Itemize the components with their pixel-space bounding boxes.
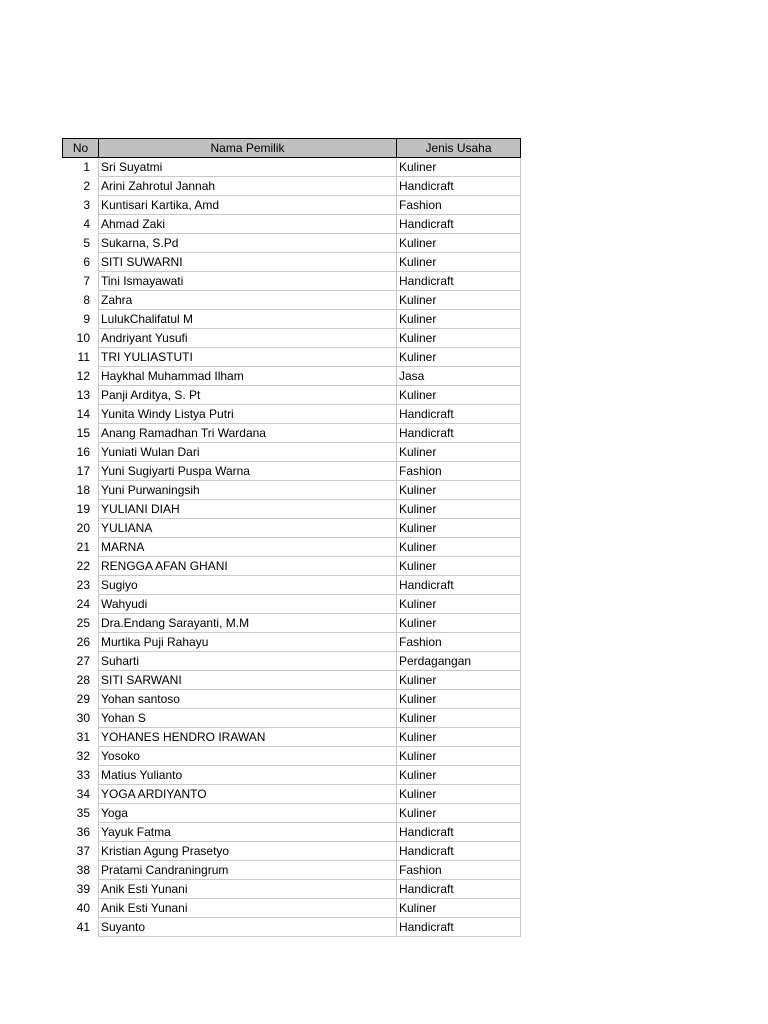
cell-nama-pemilik[interactable]: Yosoko [99,747,397,766]
cell-jenis-usaha[interactable]: Kuliner [397,785,521,804]
cell-no[interactable]: 34 [63,785,99,804]
cell-no[interactable]: 33 [63,766,99,785]
header-nama-pemilik: Nama Pemilik [99,139,397,158]
table-row [63,614,521,633]
cell-nama-pemilik[interactable]: Yuniati Wulan Dari [99,443,397,462]
cell-no[interactable]: 23 [63,576,99,595]
table-body [63,158,521,937]
cell-nama-pemilik[interactable]: Suharti [99,652,397,671]
cell-jenis-usaha[interactable]: Fashion [397,633,521,652]
cell-jenis-usaha[interactable]: Handicraft [397,177,521,196]
table-row [63,386,521,405]
cell-jenis-usaha[interactable]: Kuliner [397,766,521,785]
cell-jenis-usaha[interactable]: Perdagangan [397,652,521,671]
cell-nama-pemilik[interactable]: Wahyudi [99,595,397,614]
table-row [63,766,521,785]
cell-nama-pemilik[interactable]: MARNA [99,538,397,557]
cell-jenis-usaha[interactable]: Handicraft [397,842,521,861]
cell-no[interactable]: 26 [63,633,99,652]
cell-nama-pemilik[interactable]: Arini Zahrotul Jannah [99,177,397,196]
table-row [63,823,521,842]
cell-nama-pemilik[interactable]: Sugiyo [99,576,397,595]
table-row [63,690,521,709]
cell-nama-pemilik[interactable]: Kuntisari Kartika, Amd [99,196,397,215]
cell-no[interactable]: 17 [63,462,99,481]
cell-jenis-usaha[interactable]: Kuliner [397,804,521,823]
cell-no[interactable]: 24 [63,595,99,614]
table-row [63,462,521,481]
table-row [63,804,521,823]
cell-jenis-usaha[interactable]: Fashion [397,861,521,880]
cell-nama-pemilik[interactable]: YULIANA [99,519,397,538]
cell-nama-pemilik[interactable]: Haykhal Muhammad Ilham [99,367,397,386]
cell-nama-pemilik[interactable]: Yohan santoso [99,690,397,709]
cell-no[interactable]: 25 [63,614,99,633]
cell-nama-pemilik[interactable]: Suyanto [99,918,397,937]
cell-no[interactable]: 35 [63,804,99,823]
cell-no[interactable]: 18 [63,481,99,500]
cell-jenis-usaha[interactable]: Kuliner [397,158,521,177]
cell-nama-pemilik[interactable]: Yuni Purwaningsih [99,481,397,500]
cell-jenis-usaha[interactable]: Kuliner [397,329,521,348]
cell-no[interactable]: 32 [63,747,99,766]
cell-nama-pemilik[interactable]: Pratami Candraningrum [99,861,397,880]
cell-nama-pemilik[interactable]: Yuni Sugiyarti Puspa Warna [99,462,397,481]
cell-jenis-usaha[interactable]: Handicraft [397,405,521,424]
cell-no[interactable]: 41 [63,918,99,937]
cell-nama-pemilik[interactable]: Ahmad Zaki [99,215,397,234]
cell-jenis-usaha[interactable]: Kuliner [397,500,521,519]
table-row [63,329,521,348]
cell-jenis-usaha[interactable]: Handicraft [397,918,521,937]
cell-jenis-usaha[interactable]: Kuliner [397,614,521,633]
table-row [63,196,521,215]
cell-no[interactable]: 1 [63,158,99,177]
cell-nama-pemilik[interactable]: Panji Arditya, S. Pt [99,386,397,405]
cell-jenis-usaha[interactable]: Handicraft [397,880,521,899]
table-row [63,291,521,310]
cell-no[interactable]: 22 [63,557,99,576]
cell-jenis-usaha[interactable]: Handicraft [397,823,521,842]
cell-jenis-usaha[interactable]: Kuliner [397,747,521,766]
table-row [63,177,521,196]
cell-no[interactable]: 40 [63,899,99,918]
cell-nama-pemilik[interactable]: SITI SUWARNI [99,253,397,272]
cell-nama-pemilik[interactable]: Yoga [99,804,397,823]
cell-jenis-usaha[interactable]: Kuliner [397,557,521,576]
cell-jenis-usaha[interactable]: Kuliner [397,234,521,253]
cell-no[interactable]: 21 [63,538,99,557]
table-row [63,557,521,576]
cell-nama-pemilik[interactable]: Yunita Windy Listya Putri [99,405,397,424]
table-row [63,918,521,937]
table-row [63,500,521,519]
cell-jenis-usaha[interactable]: Kuliner [397,728,521,747]
table-row [63,785,521,804]
table-row [63,652,521,671]
cell-no[interactable]: 9 [63,310,99,329]
cell-nama-pemilik[interactable]: LulukChalifatul M [99,310,397,329]
cell-no[interactable]: 5 [63,234,99,253]
cell-nama-pemilik[interactable]: Yohan S [99,709,397,728]
table-row [63,253,521,272]
cell-no[interactable]: 14 [63,405,99,424]
table-row [63,728,521,747]
table-row [63,538,521,557]
cell-no[interactable]: 39 [63,880,99,899]
table-row [63,424,521,443]
cell-no[interactable]: 7 [63,272,99,291]
cell-no[interactable]: 8 [63,291,99,310]
cell-jenis-usaha[interactable]: Kuliner [397,481,521,500]
table-row [63,899,521,918]
cell-nama-pemilik[interactable]: SITI SARWANI [99,671,397,690]
table-row [63,310,521,329]
cell-no[interactable]: 15 [63,424,99,443]
cell-no[interactable]: 30 [63,709,99,728]
table-row [63,348,521,367]
table-row [63,671,521,690]
cell-nama-pemilik[interactable]: Sukarna, S.Pd [99,234,397,253]
cell-no[interactable]: 12 [63,367,99,386]
cell-no[interactable]: 13 [63,386,99,405]
cell-no[interactable]: 37 [63,842,99,861]
cell-nama-pemilik[interactable]: Anik Esti Yunani [99,899,397,918]
cell-jenis-usaha[interactable]: Kuliner [397,443,521,462]
cell-no[interactable]: 16 [63,443,99,462]
cell-jenis-usaha[interactable]: Kuliner [397,595,521,614]
table-row [63,158,521,177]
cell-jenis-usaha[interactable]: Kuliner [397,899,521,918]
cell-no[interactable]: 38 [63,861,99,880]
owners-table [62,138,521,937]
cell-nama-pemilik[interactable]: YOHANES HENDRO IRAWAN [99,728,397,747]
table-row [63,519,521,538]
cell-no[interactable]: 31 [63,728,99,747]
header-jenis-usaha: Jenis Usaha [397,139,521,158]
cell-jenis-usaha[interactable]: Fashion [397,196,521,215]
cell-no[interactable]: 28 [63,671,99,690]
table-row [63,234,521,253]
cell-nama-pemilik[interactable]: Anik Esti Yunani [99,880,397,899]
cell-jenis-usaha[interactable]: Handicraft [397,576,521,595]
table-row [63,595,521,614]
cell-no[interactable]: 36 [63,823,99,842]
cell-no[interactable]: 10 [63,329,99,348]
cell-jenis-usaha[interactable]: Fashion [397,462,521,481]
cell-nama-pemilik[interactable]: YULIANI DIAH [99,500,397,519]
cell-jenis-usaha[interactable]: Kuliner [397,538,521,557]
table-row [63,576,521,595]
spreadsheet-sheet [62,138,521,937]
table-row [63,747,521,766]
cell-nama-pemilik[interactable]: Tini Ismayawati [99,272,397,291]
table-row [63,405,521,424]
table-row [63,633,521,652]
cell-jenis-usaha[interactable]: Kuliner [397,348,521,367]
cell-jenis-usaha[interactable]: Kuliner [397,291,521,310]
cell-no[interactable]: 27 [63,652,99,671]
cell-jenis-usaha[interactable]: Kuliner [397,519,521,538]
cell-jenis-usaha[interactable]: Kuliner [397,310,521,329]
cell-nama-pemilik[interactable]: Dra.Endang Sarayanti, M.M [99,614,397,633]
cell-jenis-usaha[interactable]: Kuliner [397,709,521,728]
cell-no[interactable]: 29 [63,690,99,709]
cell-nama-pemilik[interactable]: Yayuk Fatma [99,823,397,842]
cell-nama-pemilik[interactable]: Sri Suyatmi [99,158,397,177]
cell-jenis-usaha[interactable]: Jasa [397,367,521,386]
cell-jenis-usaha[interactable]: Kuliner [397,671,521,690]
cell-nama-pemilik[interactable]: TRI YULIASTUTI [99,348,397,367]
cell-no[interactable]: 2 [63,177,99,196]
cell-jenis-usaha[interactable]: Handicraft [397,215,521,234]
table-row [63,481,521,500]
table-row [63,709,521,728]
cell-no[interactable]: 3 [63,196,99,215]
cell-jenis-usaha[interactable]: Handicraft [397,424,521,443]
cell-nama-pemilik[interactable]: Kristian Agung Prasetyo [99,842,397,861]
table-row [63,443,521,462]
table-row [63,215,521,234]
cell-jenis-usaha[interactable]: Handicraft [397,272,521,291]
header-row [63,139,521,158]
cell-nama-pemilik[interactable]: Murtika Puji Rahayu [99,633,397,652]
table-row [63,272,521,291]
cell-jenis-usaha[interactable]: Kuliner [397,386,521,405]
cell-no[interactable]: 11 [63,348,99,367]
table-row [63,367,521,386]
cell-nama-pemilik[interactable]: Matius Yulianto [99,766,397,785]
cell-nama-pemilik[interactable]: RENGGA AFAN GHANI [99,557,397,576]
cell-nama-pemilik[interactable]: Zahra [99,291,397,310]
cell-no[interactable]: 6 [63,253,99,272]
table-row [63,861,521,880]
header-no: No [63,139,99,158]
cell-jenis-usaha[interactable]: Kuliner [397,690,521,709]
cell-jenis-usaha[interactable]: Kuliner [397,253,521,272]
table-row [63,880,521,899]
cell-nama-pemilik[interactable]: YOGA ARDIYANTO [99,785,397,804]
cell-no[interactable]: 19 [63,500,99,519]
cell-no[interactable]: 20 [63,519,99,538]
cell-nama-pemilik[interactable]: Andriyant Yusufi [99,329,397,348]
cell-no[interactable]: 4 [63,215,99,234]
cell-nama-pemilik[interactable]: Anang Ramadhan Tri Wardana [99,424,397,443]
table-row [63,842,521,861]
